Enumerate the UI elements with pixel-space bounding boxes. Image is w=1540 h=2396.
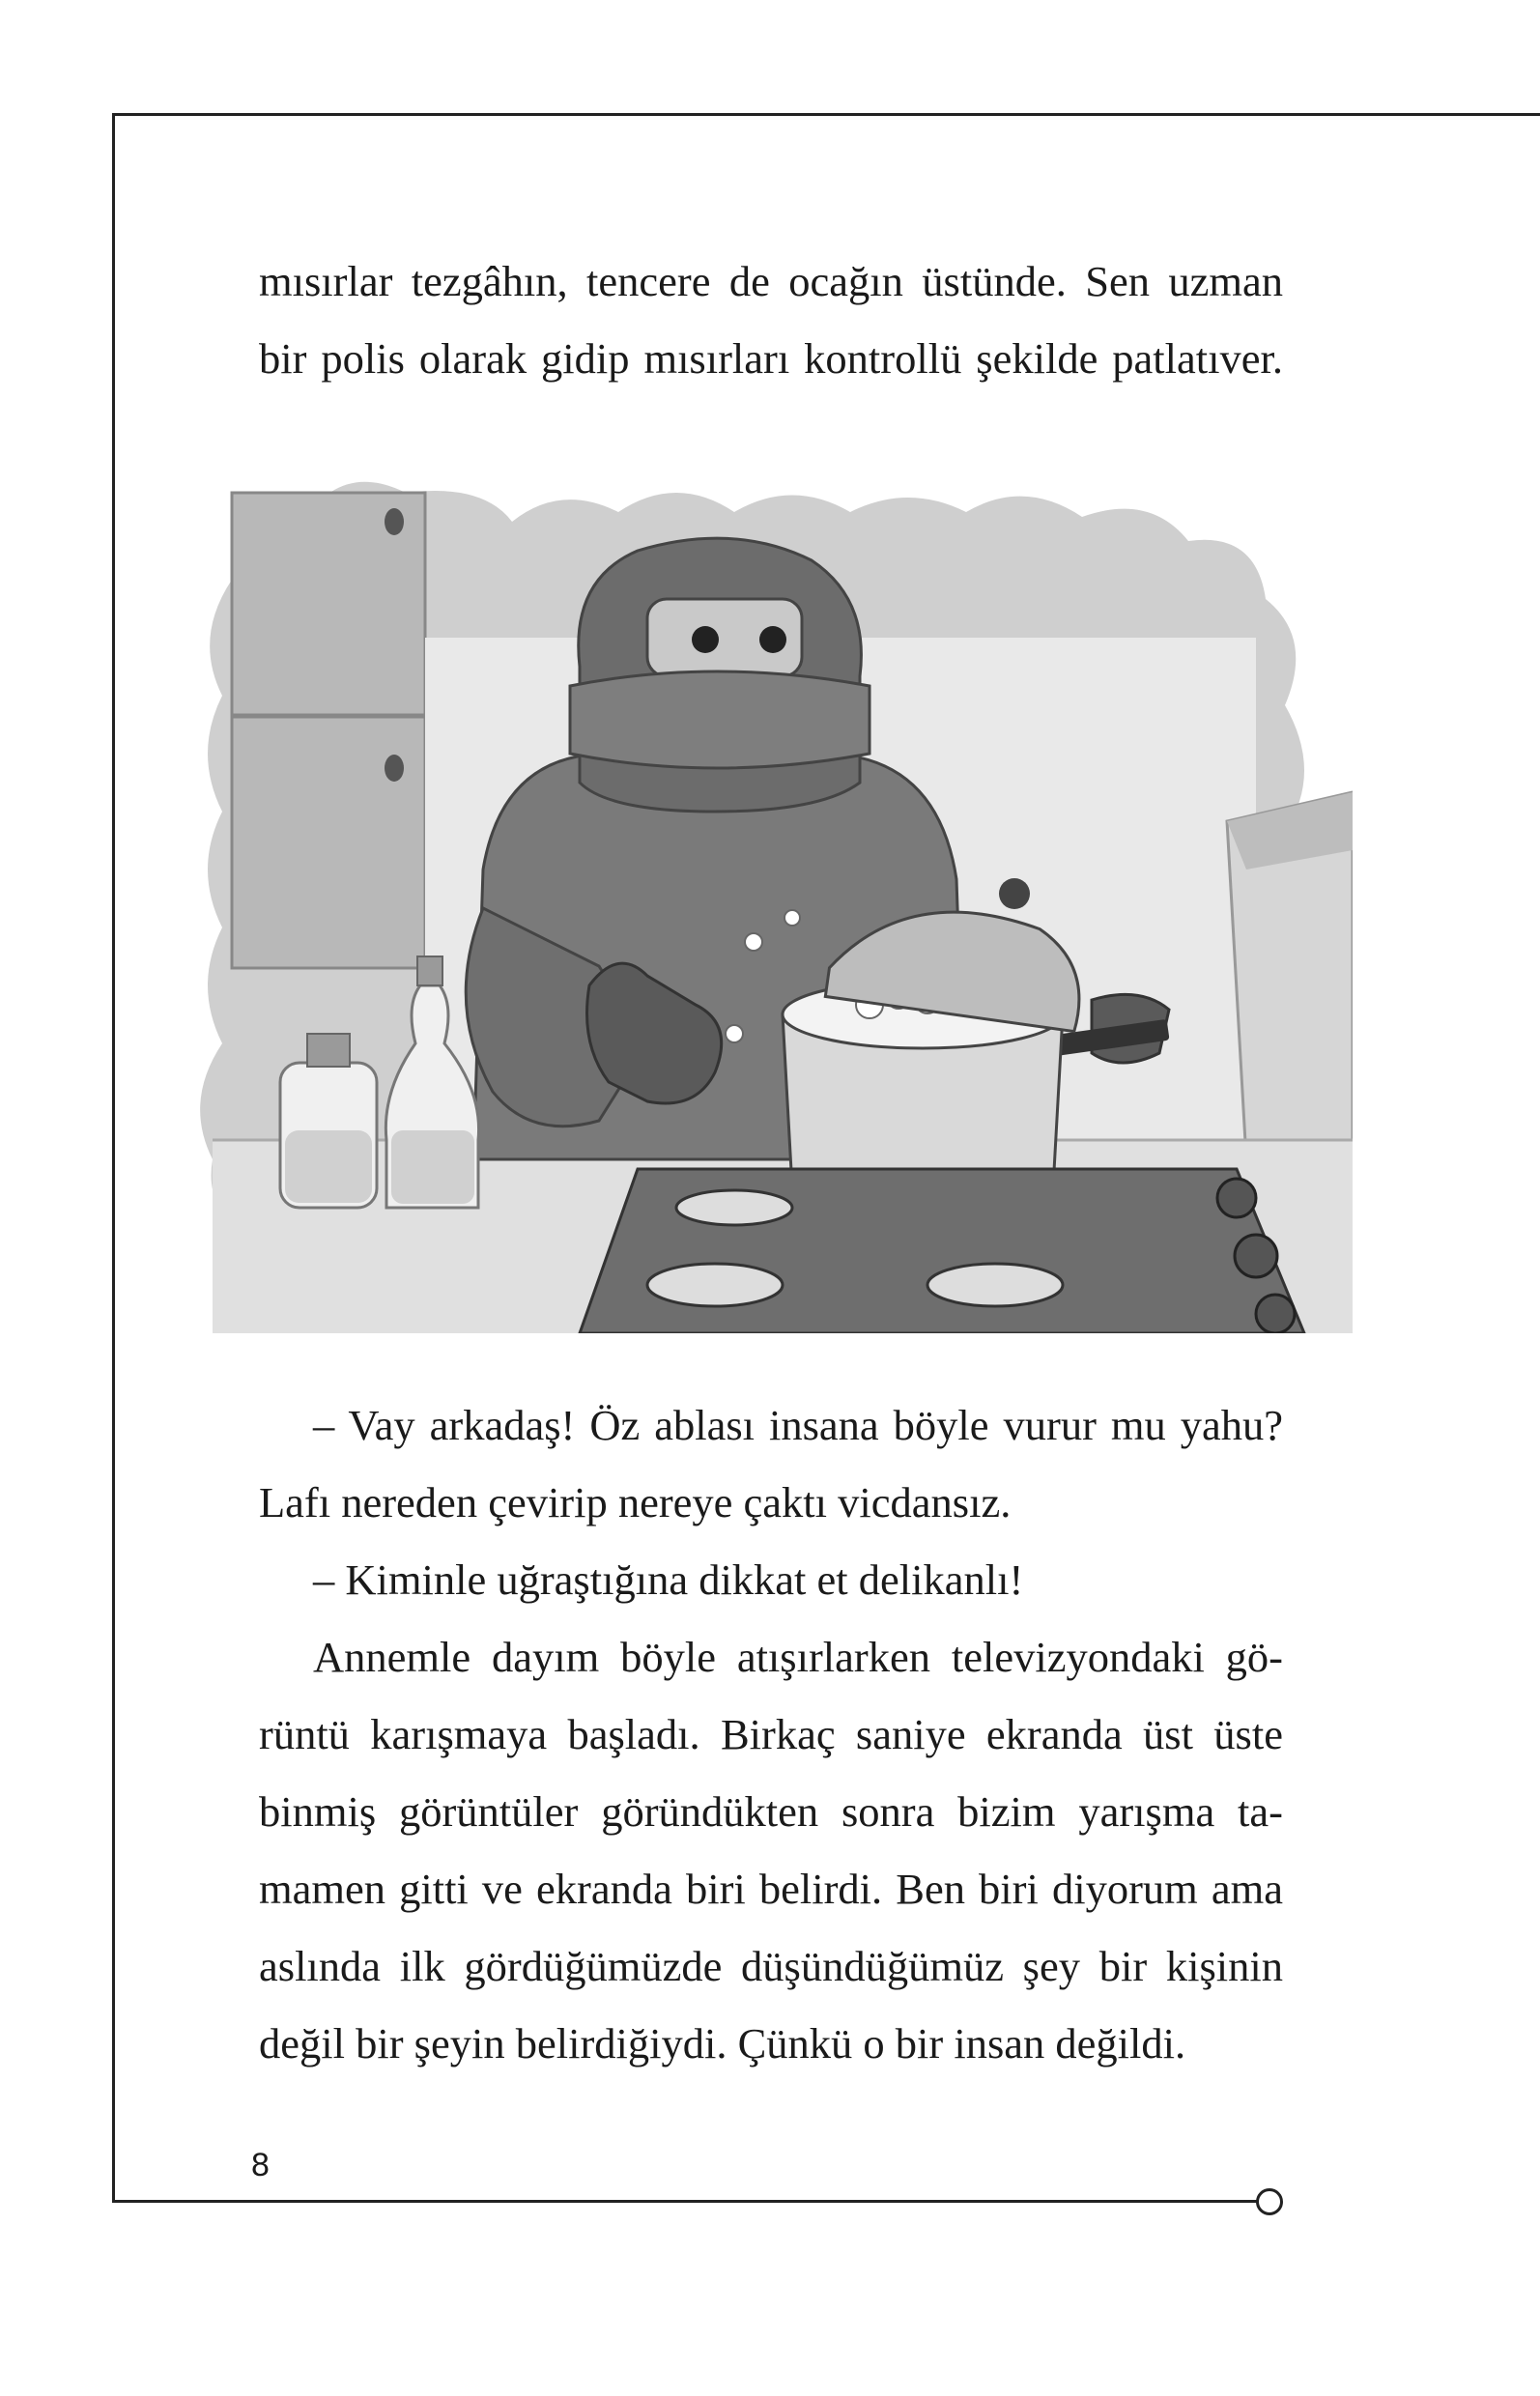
cabinets — [232, 493, 425, 968]
frame-left-border — [112, 113, 115, 2200]
top-paragraph — [259, 242, 1283, 397]
illustration — [193, 464, 1353, 1333]
text-line: değil bir şeyin belirdiğiydi. Çünkü o bir insan değildi. — [259, 2019, 1186, 2068]
text-line: Annemle dayım böyle atışırlarken televizyondaki gö- — [313, 1633, 1283, 1681]
stove-top — [580, 1169, 1304, 1333]
text-line: – Kiminle uğraştığına dikkat et delikanlı! — [313, 1555, 1024, 1604]
text-line: aslında ilk gördüğümüzde düşündüğümüz şey bir kişinin — [259, 1942, 1283, 1990]
text-line: bir polis olarak gidip mısırları kontrollü şekilde patlatıver. — [259, 334, 1283, 383]
text-line: rüntü karışmaya başladı. Birkaç saniye ekranda üst üste — [259, 1710, 1283, 1758]
page-number: 8 — [251, 2147, 270, 2183]
text-line: – Vay arkadaş! Öz ablası insana böyle vurur mu yahu? — [313, 1401, 1283, 1449]
frame-top-border — [112, 113, 1540, 116]
text-line: mamen gitti ve ekranda biri belirdi. Ben biri diyorum ama — [259, 1865, 1283, 1913]
dialogue-section — [259, 1386, 1283, 2082]
frame-bottom-border — [112, 2200, 1258, 2203]
text-line: binmiş görüntüler göründükten sonra bizim yarışma ta- — [259, 1787, 1283, 1836]
text-line: Lafı nereden çevirip nereye çaktı vicdansız. — [259, 1478, 1012, 1526]
range-hood — [1227, 792, 1353, 1159]
text-line: mısırlar tezgâhın, tencere de ocağın üstünde. Sen uzman — [259, 257, 1283, 305]
frame-corner-circle — [1256, 2188, 1283, 2215]
